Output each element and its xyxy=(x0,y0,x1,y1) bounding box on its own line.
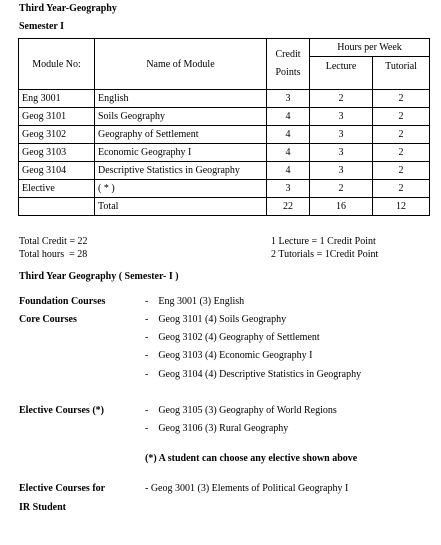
row-credit: 4 xyxy=(267,108,310,126)
row-lecture: 2 xyxy=(310,180,373,198)
table-row xyxy=(19,90,430,108)
row-lecture: 2 xyxy=(310,90,373,108)
total-hours-text: Total hours = 28 xyxy=(19,249,88,260)
lecture-credit-note: 1 Lecture = 1 Credit Point xyxy=(271,236,376,247)
table-row xyxy=(19,144,430,162)
row-credit: 3 xyxy=(267,180,310,198)
header-lecture: Lecture xyxy=(310,57,373,90)
header-credit-points xyxy=(267,39,310,90)
row-code: Geog 3101 xyxy=(19,108,95,126)
elective-course-item: - Geog 3105 (3) Geography of World Regions xyxy=(145,405,337,416)
page-title: Third Year-Geography xyxy=(19,3,117,14)
row-lecture: 3 xyxy=(310,144,373,162)
table-header-row xyxy=(19,39,430,57)
row-name: Descriptive Statistics in Geography xyxy=(95,162,267,180)
row-credit: 4 xyxy=(267,126,310,144)
core-course-item: - Geog 3101 (4) Soils Geography xyxy=(145,314,287,325)
row-tutorial: 2 xyxy=(373,180,430,198)
header-credit-line1: Credit xyxy=(275,49,301,60)
row-credit: 4 xyxy=(267,162,310,180)
row-tutorial: 2 xyxy=(373,108,430,126)
header-credit-line2: Points xyxy=(275,67,301,78)
table-row xyxy=(19,162,430,180)
row-code: Geog 3104 xyxy=(19,162,95,180)
section-title: Third Year Geography ( Semester- I ) xyxy=(19,271,179,282)
table-total-row xyxy=(19,198,430,216)
row-lecture: 3 xyxy=(310,126,373,144)
row-name: English xyxy=(95,90,267,108)
core-course-item: - Geog 3104 (4) Descriptive Statistics in Geography xyxy=(145,369,362,380)
header-module-no: Module No: xyxy=(19,39,95,90)
total-label: Total xyxy=(95,198,267,216)
core-courses-label: Core Courses xyxy=(19,314,77,325)
ir-course-item: - Geog 3001 (3) Elements of Political Geography I xyxy=(145,483,349,494)
row-lecture: 3 xyxy=(310,108,373,126)
ir-courses-label-line2: IR Student xyxy=(19,502,66,513)
elective-courses-label: Elective Courses (*) xyxy=(19,405,104,416)
row-credit: 4 xyxy=(267,144,310,162)
core-course-item: - Geog 3103 (4) Economic Geography I xyxy=(145,350,313,361)
total-lecture: 16 xyxy=(310,198,373,216)
core-course-item: - Geog 3102 (4) Geography of Settlement xyxy=(145,332,320,343)
row-tutorial: 2 xyxy=(373,90,430,108)
row-code: Eng 3001 xyxy=(19,90,95,108)
total-tutorial: 12 xyxy=(373,198,430,216)
row-name: Soils Geography xyxy=(95,108,267,126)
foundation-courses-label: Foundation Courses xyxy=(19,296,106,307)
row-credit: 3 xyxy=(267,90,310,108)
row-name: ( * ) xyxy=(95,180,267,198)
row-lecture: 3 xyxy=(310,162,373,180)
total-credit-text: Total Credit = 22 xyxy=(19,236,88,247)
row-code: Geog 3103 xyxy=(19,144,95,162)
header-tutorial: Tutorial xyxy=(373,57,430,90)
row-name: Geography of Settlement xyxy=(95,126,267,144)
table-row xyxy=(19,108,430,126)
table-row xyxy=(19,126,430,144)
row-tutorial: 2 xyxy=(373,126,430,144)
row-name: Economic Geography I xyxy=(95,144,267,162)
row-code: Elective xyxy=(19,180,95,198)
module-table xyxy=(18,38,430,216)
row-tutorial: 2 xyxy=(373,162,430,180)
header-hours-per-week: Hours per Week xyxy=(310,39,430,57)
row-tutorial: 2 xyxy=(373,144,430,162)
total-credit: 22 xyxy=(267,198,310,216)
tutorial-credit-note: 2 Tutorials = 1Credit Point xyxy=(271,249,379,260)
elective-note: (*) A student can choose any elective shown above xyxy=(145,453,358,464)
header-name: Name of Module xyxy=(95,39,267,90)
foundation-course-item: - Eng 3001 (3) English xyxy=(145,296,245,307)
table-row xyxy=(19,180,430,198)
row-code: Geog 3102 xyxy=(19,126,95,144)
total-empty-cell xyxy=(19,198,95,216)
ir-courses-label-line1: Elective Courses for xyxy=(19,483,106,494)
semester-label: Semester I xyxy=(19,21,65,32)
elective-course-item: - Geog 3106 (3) Rural Geography xyxy=(145,423,289,434)
